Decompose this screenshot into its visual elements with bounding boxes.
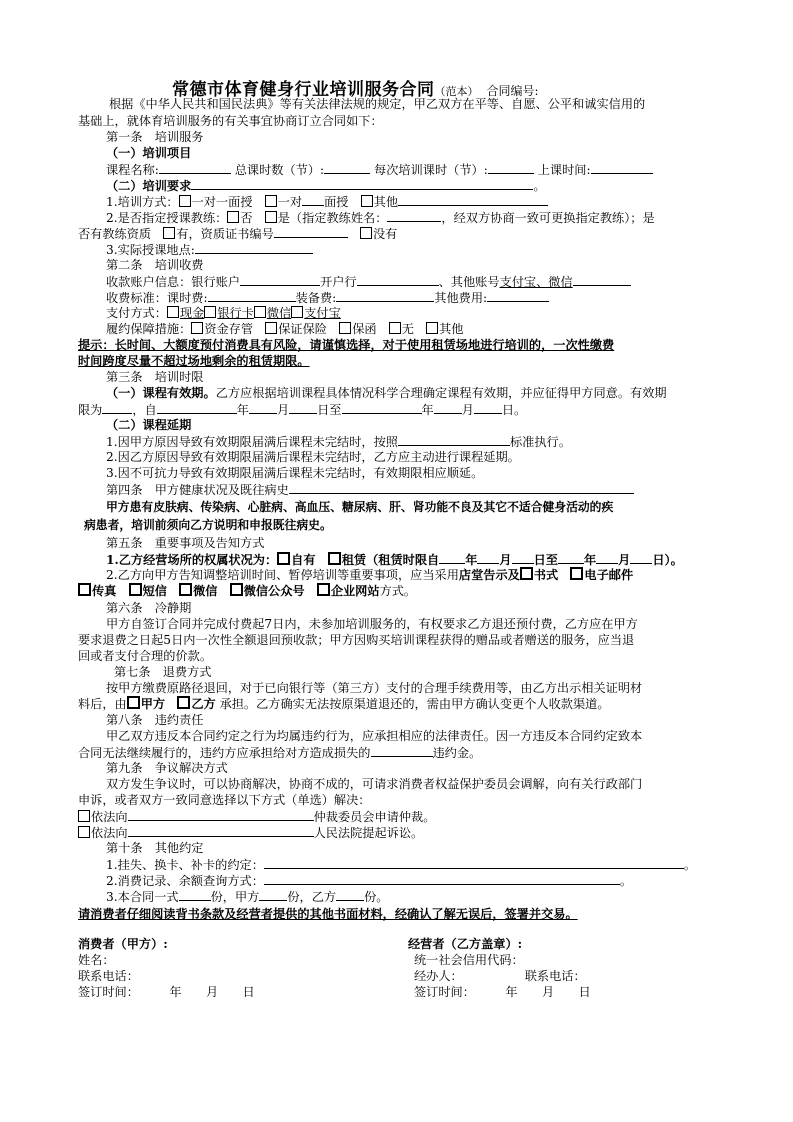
section-training-item: （一）培训项目 <box>106 146 192 160</box>
article-6-heading: 第六条 冷静期 <box>106 601 192 615</box>
venue-owned-checkbox[interactable] <box>277 552 290 565</box>
party-b-bears-checkbox[interactable] <box>177 696 190 709</box>
arbitration-committee-field[interactable] <box>128 808 314 821</box>
payment-method-row: 支付方式： 现金 银行卡 微信 支付宝 <box>106 306 341 320</box>
coach-row: 2.是否指定授课教练： 否 是（指定教练姓名： ，经双方协商一致可更换指定教练）；是 <box>106 211 655 225</box>
other-guarantee-checkbox[interactable] <box>426 322 438 334</box>
per-session-hours-field[interactable] <box>488 161 534 174</box>
risk-tip-line-1: 提示：长时间、大额度预付消费具有风险，请谨慎选择，对于使用租赁场地进行培训的，一次性缴费 <box>78 338 615 352</box>
operator-label: 经营者（乙方盖章）: <box>408 937 523 951</box>
class-fee-field[interactable] <box>208 289 296 302</box>
handler-label: 经办人： 联系电话： <box>414 969 586 983</box>
dispute-line-2: 申诉，或者双方一致同意选择以下方式（单选）解决： <box>78 793 371 807</box>
consumer-phone-label: 联系电话： <box>78 969 139 983</box>
arbitration-option: 依法向 仲裁委员会申请仲裁。 <box>78 808 435 826</box>
end-month-field[interactable] <box>434 401 462 414</box>
lease-start-year-field[interactable] <box>439 551 465 564</box>
training-place-field[interactable] <box>195 241 313 254</box>
medical-history-field[interactable] <box>289 481 634 494</box>
fax-notice-checkbox[interactable] <box>78 583 91 596</box>
article-8-heading: 第八条 违约责任 <box>106 713 204 727</box>
article-7-heading: 第七条 退费方式 <box>114 665 212 679</box>
lease-end-month-field[interactable] <box>596 551 618 564</box>
letter-of-guarantee-checkbox[interactable] <box>339 322 351 334</box>
start-year-field[interactable] <box>157 401 237 414</box>
copies-party-a-field[interactable] <box>259 888 287 901</box>
coach-name-field[interactable] <box>387 209 441 222</box>
end-day-field[interactable] <box>474 401 502 414</box>
litigation-option: 依法向 人民法院提起诉讼。 <box>78 824 423 842</box>
one-on-one-checkbox[interactable] <box>179 195 191 207</box>
preamble-line-1: 根据《中华人民共和国民法典》等有关法律法规的规定，甲乙双方在平等、自愿、公平和诚实信用的 <box>109 97 646 111</box>
refund-line-2: 料后，由 甲方 乙方 承担。乙方确实无法按原渠道退还的，需由甲方确认变更个人收款渠道。 <box>78 697 610 711</box>
guarantee-row: 履约保障措施： 资金存管 保证保险 保函 无 其他 <box>106 322 464 336</box>
lease-end-day-field[interactable] <box>630 551 652 564</box>
extension-item-1: 1.因甲方原因导致有效期限届满后课程未完结时，按照 标准执行。 <box>106 435 571 449</box>
end-year-field[interactable] <box>342 401 422 414</box>
cooling-off-line-3: 回或者支付合理的价款。 <box>78 649 213 663</box>
class-time-field[interactable] <box>591 161 653 174</box>
equipment-fee-field[interactable] <box>336 289 434 302</box>
penalty-amount-field[interactable] <box>371 744 433 757</box>
article-5-heading: 第五条 重要事项及告知方式 <box>106 536 265 550</box>
notification-row-1: 2.乙方向甲方告知调整培训时间、暂停培训等重要事项，应当采用店堂告示及 书式 电子邮件 <box>106 568 634 582</box>
title-sample-tag: （范本） <box>434 85 479 98</box>
risk-tip-line-2: 时间跨度尽量不超过场地剩余的租赁期限。 <box>78 354 310 368</box>
website-notice-checkbox[interactable] <box>317 583 330 596</box>
lease-start-day-field[interactable] <box>512 551 534 564</box>
breach-line-2: 合同无法继续履行的，违约方应承担给对方造成损失的 违约金。 <box>78 746 482 760</box>
one-to-many-checkbox[interactable] <box>265 195 277 207</box>
wechat-notice-checkbox[interactable] <box>179 583 192 596</box>
health-notice-line-1: 甲方患有皮肤病、传染病、心脏病、高血压、糖尿病、肝、肾功能不良及其它不适合健身活动的疾 <box>106 500 614 514</box>
venue-rented-checkbox[interactable] <box>328 552 341 565</box>
cert-have-checkbox[interactable] <box>163 227 175 239</box>
notification-row-2: 传真 短信 微信 微信公众号 企业网站方式。 <box>78 583 416 600</box>
court-name-field[interactable] <box>128 824 314 837</box>
extension-standard-field[interactable] <box>398 433 510 446</box>
cert-none-checkbox[interactable] <box>360 227 372 239</box>
venue-ownership-row: 1.乙方经营场所的权属状况为： 自有 租赁（租赁时限自 年 月 日至 年 月 日）。 <box>106 553 683 567</box>
copies-party-b-field[interactable] <box>336 888 364 901</box>
coach-yes-checkbox[interactable] <box>265 211 277 223</box>
requirements-field[interactable] <box>191 177 533 190</box>
operator-phone-label: 联系电话： <box>524 969 586 983</box>
other-agreement-1: 1.挂失、换卡、补卡的约定： 。 <box>106 858 697 872</box>
balance-query-field[interactable] <box>264 872 620 885</box>
extension-item-2: 2.因乙方原因导致有效期限届满后课程未完结时，乙方应主动进行课程延期。 <box>106 450 520 464</box>
other-method-field[interactable] <box>398 193 548 206</box>
training-place-row: 3.实际授课地点: <box>106 241 313 259</box>
article-9-heading: 第九条 争议解决方式 <box>106 761 228 775</box>
fund-custody-checkbox[interactable] <box>191 322 203 334</box>
litigation-checkbox[interactable] <box>78 826 90 838</box>
contract-number-label: 合同编号: <box>486 84 539 98</box>
total-hours-field[interactable] <box>324 161 370 174</box>
training-requirements-row: （二）培训要求 。 <box>106 179 546 193</box>
guarantee-insurance-checkbox[interactable] <box>265 322 277 334</box>
other-agreement-2: 2.消费记录、余额查询方式： 。 <box>106 874 633 888</box>
account-row: 收款账户信息：银行账户 开户行 、其他账号支付宝、微信 <box>106 273 631 291</box>
wechat-official-notice-checkbox[interactable] <box>230 583 243 596</box>
article-3-heading: 第三条 培训时限 <box>106 370 204 384</box>
article-4-heading: 第四条 甲方健康状况及既往病史 <box>106 481 634 499</box>
page-title: 常德市体育健身行业培训服务合同 <box>172 80 435 100</box>
bank-account-field[interactable] <box>240 273 320 286</box>
extension-item-3: 3.因不可抗力导致有效期限届满后课程未完结时，有效期限相应顺延。 <box>106 466 484 480</box>
arbitration-checkbox[interactable] <box>78 810 90 822</box>
article-1-heading: 第一条 培训服务 <box>106 130 204 144</box>
consumer-name-label: 姓名： <box>78 953 115 967</box>
bank-name-field[interactable] <box>357 273 439 286</box>
party-a-bears-checkbox[interactable] <box>127 696 140 709</box>
alipay-checkbox[interactable] <box>291 306 303 318</box>
article-10-heading: 第十条 其他约定 <box>106 841 204 855</box>
preamble-line-2: 基础上，就体育培训服务的有关事宜协商订立合同如下： <box>78 114 383 128</box>
training-method-row: 1.培训方式： 一对一面授 一对 面授 其他 <box>106 193 548 211</box>
credit-code-label: 统一社会信用代码： <box>414 953 524 967</box>
wechat-pay-checkbox[interactable] <box>254 306 266 318</box>
other-account-value: 支付宝、微信 <box>499 275 573 289</box>
lease-end-year-field[interactable] <box>558 551 584 564</box>
coach-cert-row: 否有教练资质 有，资质证书编号 没有 <box>78 227 398 241</box>
other-agreement-3: 3.本合同一式 份，甲方 份，乙方 份。 <box>106 890 389 904</box>
other-method-checkbox[interactable] <box>361 195 373 207</box>
section-course-extension: （二）课程延期 <box>106 418 192 432</box>
cooling-off-line-2: 要求退费之日起5日内一次性全额退回预收款；甲方因购买培训课程获得的赠品或者赠送的服务，应当退 <box>78 633 635 647</box>
course-name-field[interactable] <box>159 161 231 174</box>
lease-start-month-field[interactable] <box>477 551 499 564</box>
bank-card-checkbox[interactable] <box>204 306 216 318</box>
refund-line-1: 按甲方缴费原路径退回，对于已向银行等（第三方）支付的合理手续费用等，由乙方出示相关证明材 <box>106 681 643 695</box>
no-guarantee-checkbox[interactable] <box>389 322 401 334</box>
article-2-heading: 第二条 培训收费 <box>106 258 204 272</box>
cash-checkbox[interactable] <box>167 306 179 318</box>
validity-range-row: 限为 ，自 年 月 日至 年 月 日。 <box>78 403 527 417</box>
coach-no-checkbox[interactable] <box>227 211 239 223</box>
cooling-off-line-1: 甲方自签订合同并完成付费起7日内，未参加培训服务的，有权要求乙方退还预付费，乙方应在甲方 <box>106 617 638 631</box>
email-notice-checkbox[interactable] <box>570 567 583 580</box>
health-notice-line-2: 病患者，培训前须向乙方说明和申报既往病史。 <box>84 518 332 532</box>
breach-line-1: 甲乙双方违反本合同约定之行为均属违约行为，应承担相应的法律责任。因一方违反本合同约定致本 <box>106 729 643 743</box>
sms-notice-checkbox[interactable] <box>129 583 142 596</box>
consumer-sign-date: 签订时间： 年 月 日 <box>78 985 255 999</box>
group-size-field[interactable] <box>302 193 324 206</box>
written-notice-checkbox[interactable] <box>520 567 533 580</box>
start-day-field[interactable] <box>289 401 317 414</box>
start-month-field[interactable] <box>249 401 277 414</box>
fee-standard-row: 收费标准：课时费: 装备费: 其他费用: <box>106 289 549 307</box>
cert-number-field[interactable] <box>274 225 348 238</box>
validity-row: （一）课程有效期。乙方应根据培训课程具体情况科学合理确定课程有效期，并应征得甲方同意。有效期 <box>106 386 667 400</box>
lost-card-terms-field[interactable] <box>264 856 684 869</box>
other-fee-field[interactable] <box>487 289 549 302</box>
dispute-line-1: 双方发生争议时，可以协商解决，协商不成的，可请求消费者权益保护委员会调解，向有关行政部门 <box>106 777 643 791</box>
consumer-label: 消费者（甲方）: <box>78 937 168 951</box>
validity-length-field[interactable] <box>102 401 132 414</box>
signing-notice: 请消费者仔细阅读背书条款及经营者提供的其他书面材料，经确认了解无误后，签署并交易。 <box>78 907 578 921</box>
copies-total-field[interactable] <box>179 888 211 901</box>
operator-sign-date: 签订时间： 年 月 日 <box>414 985 591 999</box>
course-row: 课程名称: 总课时数（节）: 每次培训课时（节）: 上课时间: <box>106 161 653 179</box>
